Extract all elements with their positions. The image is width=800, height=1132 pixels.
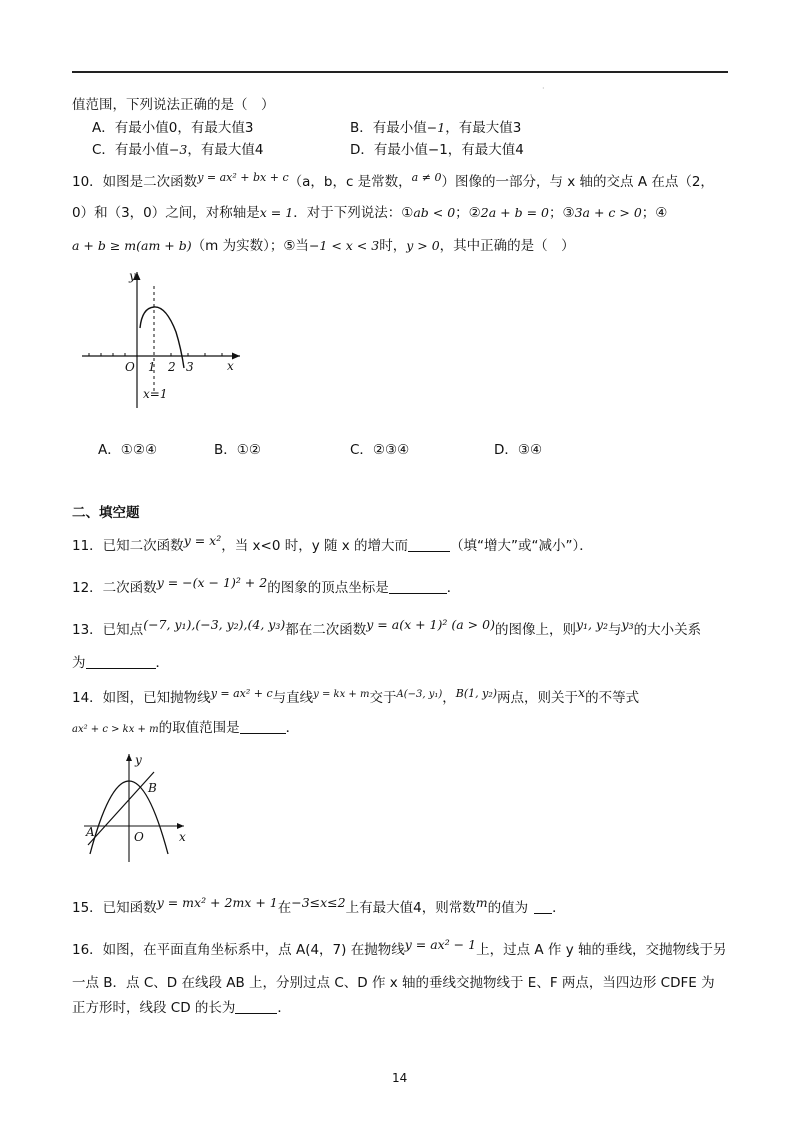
q15: 15．已知函数y = mx² + 2mx + 1在−3≤x≤2上有最大值4，则常数m的值为 ．	[72, 895, 566, 916]
q10-line-2: 0）和（3，0）之间，对称轴是x = 1．对于下列说法：①ab < 0；②2a + b = 0；③3a + c > 0；④	[72, 205, 668, 221]
page-number: 14	[392, 1071, 408, 1085]
q10-fig-tick-3: 3	[186, 360, 194, 374]
q9-option-c: C．有最小值−3，有最大值4	[92, 142, 264, 158]
q16-line-2: 一点 B．点 C、D 在线段 AB 上，分别过点 C、D 作 x 轴的垂线交抛物线于 E、F 两点，当四边形 CDFE 为	[72, 975, 715, 991]
q10-line-1: 10．如图是二次函数$^{y = ax^2 + bx + c}$（a，b，c 是常数，$^{a \ne 0}$）图像的一部分，与 x 轴的交点 A 在点（2，	[72, 171, 714, 190]
q14-line-2: ax² + c > kx + m的取值范围是 ．	[72, 720, 300, 736]
q11-answer-blank[interactable]	[408, 538, 450, 552]
q10-line-3: a + b ≥ m(am + b)（m 为实数）；⑤当−1 < x < 3时，y > 0，其中正确的是（ ）	[72, 238, 575, 254]
q9-option-a: A．有最小值0，有最大值3	[92, 120, 254, 136]
q9-option-b: B．有最小值−1，有最大值3	[350, 120, 522, 136]
q10-option-a: A．①②④	[98, 442, 158, 458]
q16-answer-blank[interactable]	[235, 1000, 277, 1014]
q15-answer-blank[interactable]	[534, 900, 552, 914]
q10-fig-y-label: y	[129, 269, 136, 283]
header-rule	[72, 71, 728, 73]
q10-fig-tick-2: 2	[168, 360, 176, 374]
q13-line-2: 为 ．	[72, 655, 169, 671]
q10-option-c: C．②③④	[350, 442, 410, 458]
q10-parabola	[140, 307, 184, 368]
q10-fig-tick-1: 1	[148, 360, 156, 374]
q14-fig-x-label: x	[179, 830, 186, 844]
q10-option-d: D．③④	[494, 442, 543, 458]
q14-fig-label-b: B	[148, 781, 157, 795]
q14-fig-origin: O	[134, 830, 144, 844]
q10-option-b: B．①②	[214, 442, 261, 458]
header-dot: ·	[542, 84, 545, 93]
q10-fig-origin: O	[125, 360, 135, 374]
q10-parabola-figure	[80, 268, 245, 413]
q9-stem-tail: 值范围，下列说法正确的是（ ）	[72, 97, 275, 113]
q13-answer-blank[interactable]	[86, 655, 156, 669]
q12-answer-blank[interactable]	[389, 580, 447, 594]
q14-line	[88, 772, 154, 845]
q13-line-1: 13．已知点(−7, y₁),(−3, y₂),(4, y₃)都在二次函数y = a(x + 1)² (a > 0)的图像上，则y₁, y₂与y₃的大小关系	[72, 617, 702, 638]
q12: 12．二次函数y = −(x − 1)² + 2的图象的顶点坐标是 ．	[72, 575, 461, 596]
q14-y-arrow	[126, 754, 132, 761]
q14-answer-blank[interactable]	[240, 720, 286, 734]
q16-line-1: 16．如图，在平面直角坐标系中，点 A(4，7) 在抛物线y = ax² − 1上，过点 A 作 y 轴的垂线，交抛物线于另	[72, 937, 727, 958]
q11: 11．已知二次函数y = x²，当 x<0 时，y 随 x 的增大而 （填“增大”或“减小”）．	[72, 533, 593, 554]
q14-parabola-line-figure	[82, 750, 192, 865]
q14-fig-label-a: A	[86, 825, 95, 839]
q10-fig-x-label: x	[227, 359, 234, 373]
q10-fig-axis-label: x=1	[143, 387, 168, 401]
q16-line-3: 正方形时，线段 CD 的长为 ．	[72, 1000, 291, 1016]
section-title: 二、填空题	[72, 505, 140, 521]
q9-option-d: D．有最小值−1，有最大值4	[350, 142, 524, 158]
q14-x-arrow	[177, 823, 184, 829]
q14-line-1: 14．如图，已知抛物线$^{y = ax^2 + c}$与直线$^{y = kx + m}$交于$^{A(-3, y_1)}$，$^{B(1, y_2)}$两点，则关于x的不等式	[72, 685, 640, 706]
q14-fig-y-label: y	[135, 753, 142, 767]
